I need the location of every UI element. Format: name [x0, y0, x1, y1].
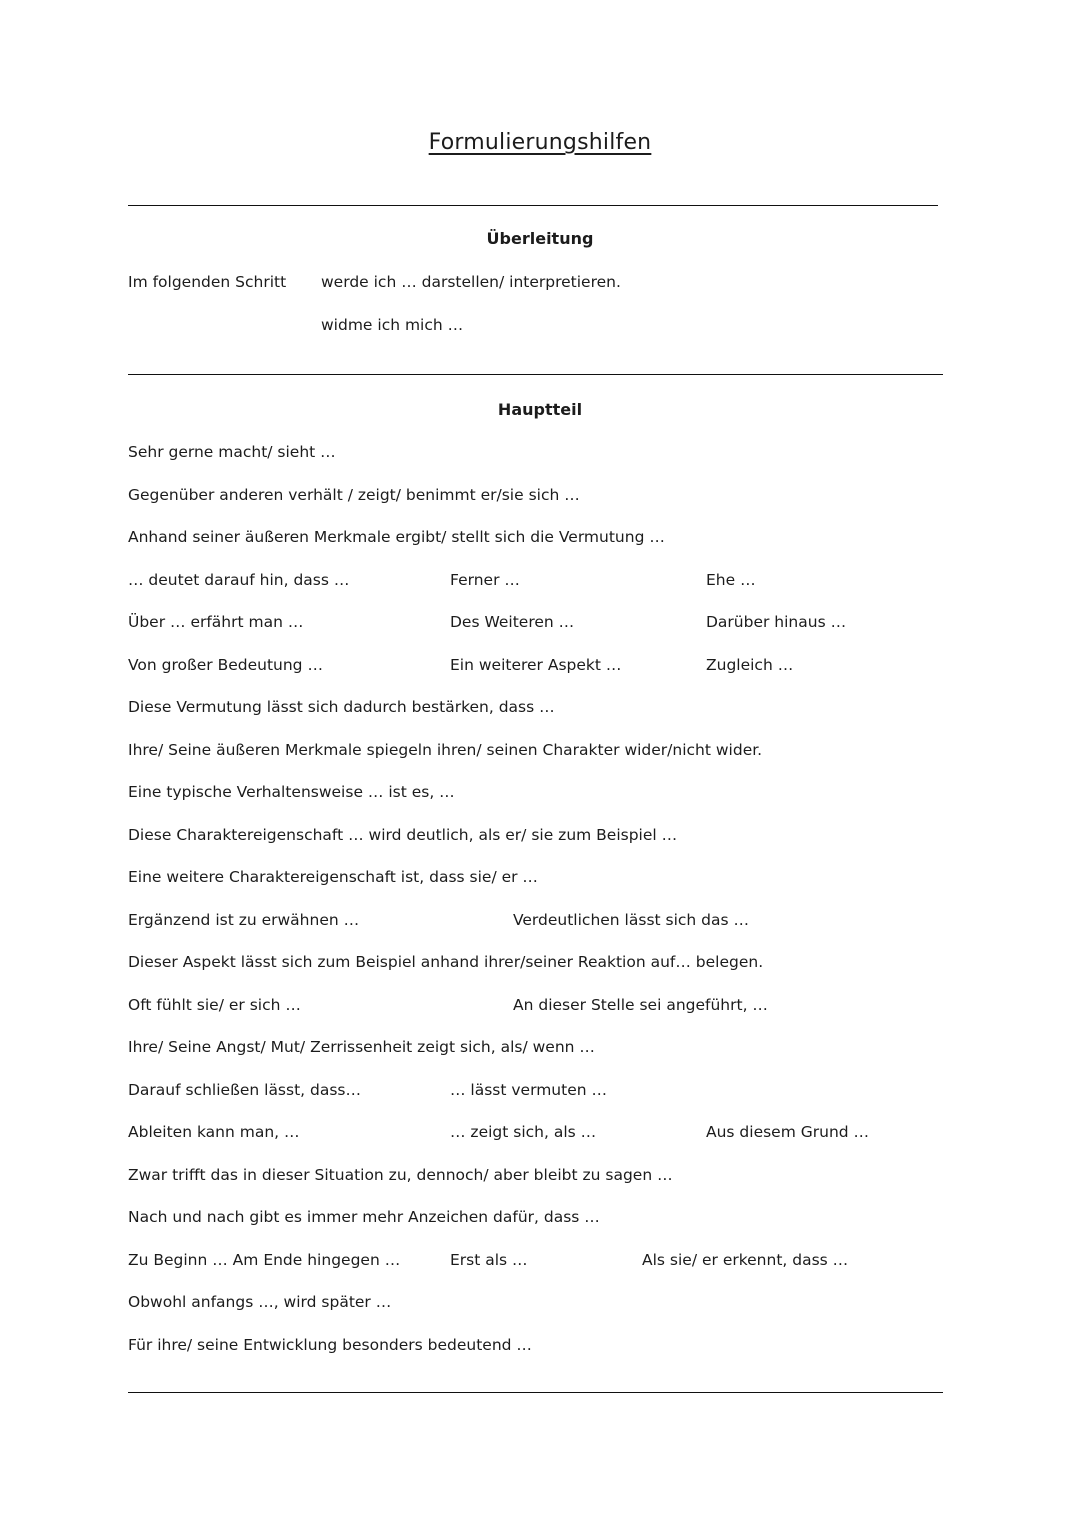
section-heading-ueberleitung: Überleitung	[486, 229, 594, 248]
hauptteil-line: … lässt vermuten …	[450, 1081, 607, 1099]
hauptteil-line: Obwohl anfangs …, wird später …	[128, 1293, 392, 1311]
divider-middle	[128, 374, 943, 375]
hauptteil-line: Sehr gerne macht/ sieht …	[128, 443, 336, 461]
hauptteil-line: Ableiten kann man, …	[128, 1123, 300, 1141]
hauptteil-line: Zu Beginn … Am Ende hingegen …	[128, 1251, 401, 1269]
hauptteil-line: Diese Charaktereigenschaft … wird deutlich, als er/ sie zum Beispiel …	[128, 826, 678, 844]
hauptteil-line: … zeigt sich, als …	[450, 1123, 597, 1141]
hauptteil-line: Ihre/ Seine Angst/ Mut/ Zerrissenheit zeigt sich, als/ wenn …	[128, 1038, 595, 1056]
hauptteil-line: Als sie/ er erkennt, dass …	[642, 1251, 849, 1269]
hauptteil-line: Ehe …	[706, 571, 756, 589]
hauptteil-line: Eine typische Verhaltensweise … ist es, …	[128, 783, 455, 801]
hauptteil-line: Erst als …	[450, 1251, 528, 1269]
hauptteil-line: Nach und nach gibt es immer mehr Anzeichen dafür, dass …	[128, 1208, 600, 1226]
hauptteil-line: … deutet darauf hin, dass …	[128, 571, 350, 589]
hauptteil-line: Oft fühlt sie/ er sich …	[128, 996, 301, 1014]
hauptteil-line: Ein weiterer Aspekt …	[450, 656, 622, 674]
hauptteil-line: Ferner …	[450, 571, 520, 589]
ueberleitung-option-2: widme ich mich …	[321, 316, 464, 334]
hauptteil-line: Ergänzend ist zu erwähnen …	[128, 911, 360, 929]
hauptteil-line: An dieser Stelle sei angeführt, …	[513, 996, 768, 1014]
hauptteil-line: Diese Vermutung lässt sich dadurch bestärken, dass …	[128, 698, 555, 716]
hauptteil-line: Darauf schließen lässt, dass…	[128, 1081, 362, 1099]
hauptteil-line: Eine weitere Charaktereigenschaft ist, dass sie/ er …	[128, 868, 538, 886]
hauptteil-line: Darüber hinaus …	[706, 613, 847, 631]
hauptteil-line: Ihre/ Seine äußeren Merkmale spiegeln ihren/ seinen Charakter wider/nicht wider.	[128, 741, 763, 759]
hauptteil-line: Verdeutlichen lässt sich das …	[513, 911, 750, 929]
hauptteil-line: Zugleich …	[706, 656, 794, 674]
hauptteil-line: Aus diesem Grund …	[706, 1123, 870, 1141]
hauptteil-line: Anhand seiner äußeren Merkmale ergibt/ stellt sich die Vermutung …	[128, 528, 665, 546]
page-title: Formulierungshilfen	[428, 130, 652, 155]
hauptteil-line: Dieser Aspekt lässt sich zum Beispiel anhand ihrer/seiner Reaktion auf… belegen.	[128, 953, 764, 971]
hauptteil-line: Von großer Bedeutung …	[128, 656, 323, 674]
hauptteil-line: Zwar trifft das in dieser Situation zu, dennoch/ aber bleibt zu sagen …	[128, 1166, 673, 1184]
ueberleitung-option-1: werde ich … darstellen/ interpretieren.	[321, 273, 621, 291]
divider-bottom	[128, 1392, 943, 1393]
hauptteil-line: Gegenüber anderen verhält / zeigt/ benimmt er/sie sich …	[128, 486, 580, 504]
hauptteil-line: Für ihre/ seine Entwicklung besonders bedeutend …	[128, 1336, 532, 1354]
hauptteil-line: Des Weiteren …	[450, 613, 575, 631]
section-heading-hauptteil: Hauptteil	[497, 400, 583, 419]
divider-top	[128, 205, 938, 206]
hauptteil-line: Über … erfährt man …	[128, 613, 304, 631]
ueberleitung-lead: Im folgenden Schritt	[128, 273, 287, 291]
